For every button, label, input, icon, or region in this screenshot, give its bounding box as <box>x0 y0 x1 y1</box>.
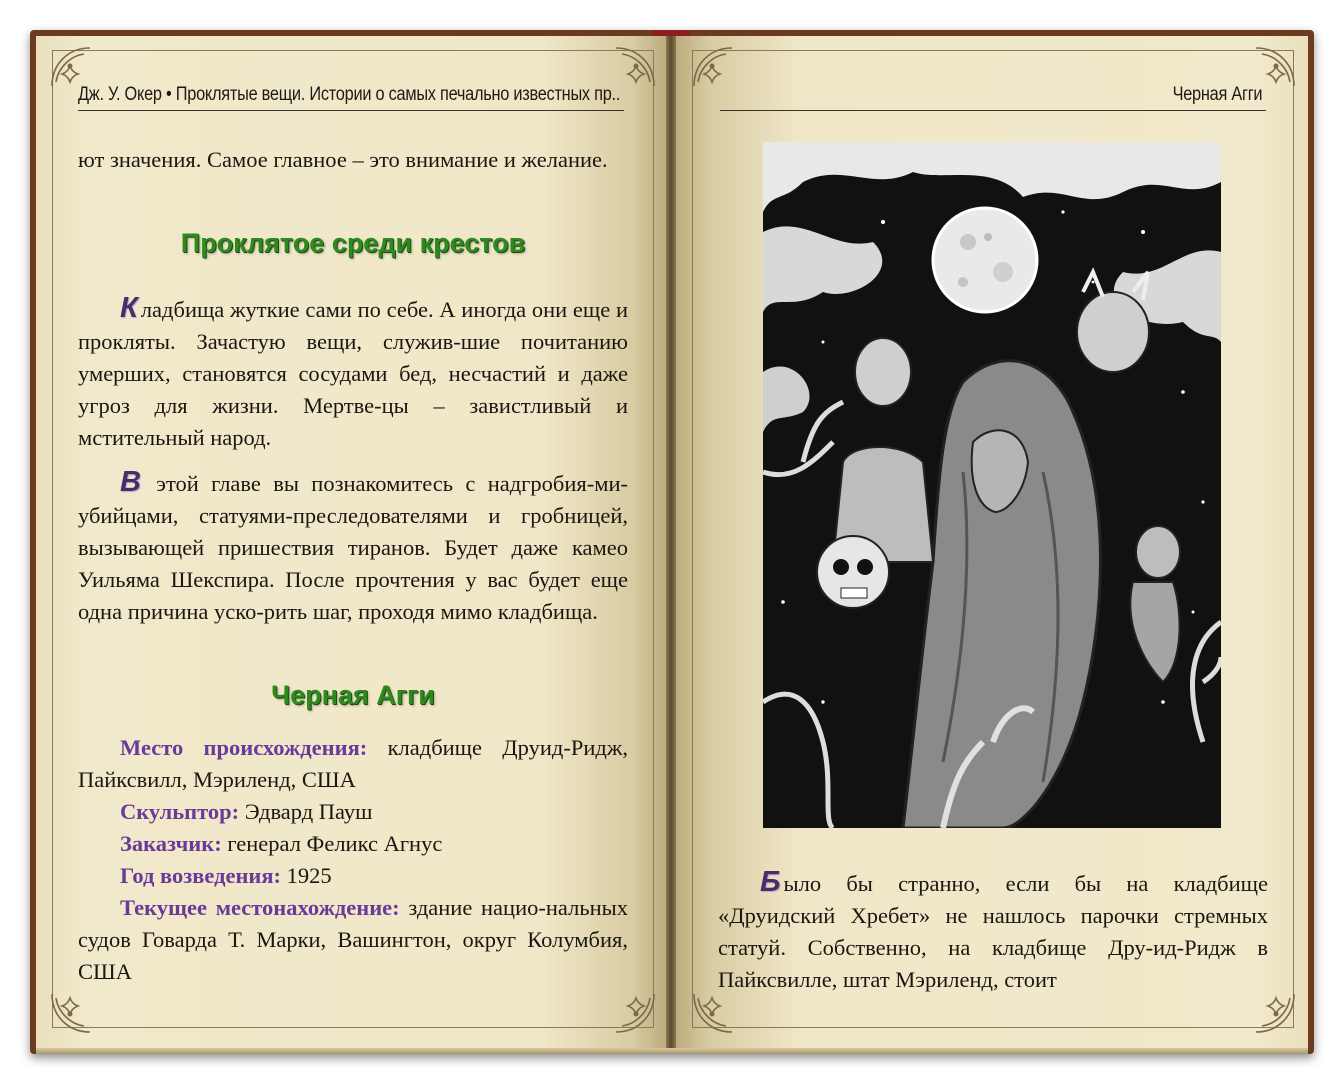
book-spine <box>666 36 676 1048</box>
paragraph-body: ладбища жуткие сами по себе. А иногда они еще и прокляты. Зачастую вещи, служив-шие почитанию умерших, становятся сосудами бед, несчастий и даже угроз для жизни. Мертве-цы – завистливый и мстительный народ. <box>78 297 628 450</box>
corner-ornament-icon <box>1252 990 1298 1036</box>
drop-cap: Б <box>760 866 781 898</box>
item-title: Черная Агги <box>271 680 435 710</box>
drop-cap: К <box>120 292 138 324</box>
page-edges <box>36 1048 1308 1054</box>
fact-label: Место происхождения: <box>120 735 368 760</box>
right-paragraph <box>718 866 1268 996</box>
fact-value: 1925 <box>286 863 332 888</box>
intro-paragraph-1 <box>78 292 628 454</box>
section-title: Проклятое среди крестов <box>180 228 526 258</box>
fact-location <box>78 892 628 988</box>
fact-label: Текущее местонахождение: <box>120 895 400 920</box>
corner-ornament-icon <box>612 990 658 1036</box>
corner-ornament-icon <box>690 990 736 1036</box>
fact-value: здание нацио-нальных судов Говарда Т. Марки, Вашингтон, округ Колумбия, США <box>78 895 628 984</box>
intro-text <box>78 292 628 628</box>
header-rule <box>78 110 624 111</box>
fact-year <box>78 860 628 892</box>
right-body-text <box>718 866 1268 996</box>
fact-value: Эдвард Пауш <box>244 799 373 824</box>
fact-label: Скульптор: <box>120 799 240 824</box>
fact-sculptor <box>78 796 628 828</box>
paragraph-body: этой главе вы познакомитесь с надгробия-ми-убийцами, статуями-преследователями и гробницей, вызывающей пришествия тиранов. Будет даже камео Уильяма Шекспира. После прочтения у вас будет еще одна причина уско-рить шаг, проходя мимо кладбища. <box>78 471 628 624</box>
fact-origin <box>78 732 628 796</box>
drop-cap: В <box>120 466 141 498</box>
running-header-right: Черная Агги <box>1172 84 1262 105</box>
facts-list <box>78 732 628 988</box>
corner-ornament-icon <box>690 44 736 90</box>
fact-value: кладбище Друид-Ридж, Пайксвилл, Мэриленд, США <box>78 735 629 792</box>
running-header-left: Дж. У. Окер • Проклятые вещи. Истории о самых печально известных пр.. <box>78 84 621 105</box>
continuation-paragraph: ют значения. Самое главное – это внимание и желание. <box>78 147 608 172</box>
fact-label: Год возведения: <box>120 863 282 888</box>
illustration-black-aggie <box>763 142 1221 828</box>
fact-customer <box>78 828 628 860</box>
fact-value: генерал Феликс Агнус <box>227 831 443 856</box>
corner-ornament-icon <box>48 990 94 1036</box>
fact-label: Заказчик: <box>120 831 222 856</box>
header-rule <box>720 110 1266 111</box>
paragraph-body: ыло бы странно, если бы на кладбище «Друидский Хребет» не нашлось парочки стремных статуй. Собственно, на кладбище Дру-ид-Ридж в Пайксвилле, штат Мэриленд, стоит <box>718 871 1268 992</box>
intro-paragraph-2 <box>78 466 628 628</box>
continuation-text <box>78 144 628 176</box>
